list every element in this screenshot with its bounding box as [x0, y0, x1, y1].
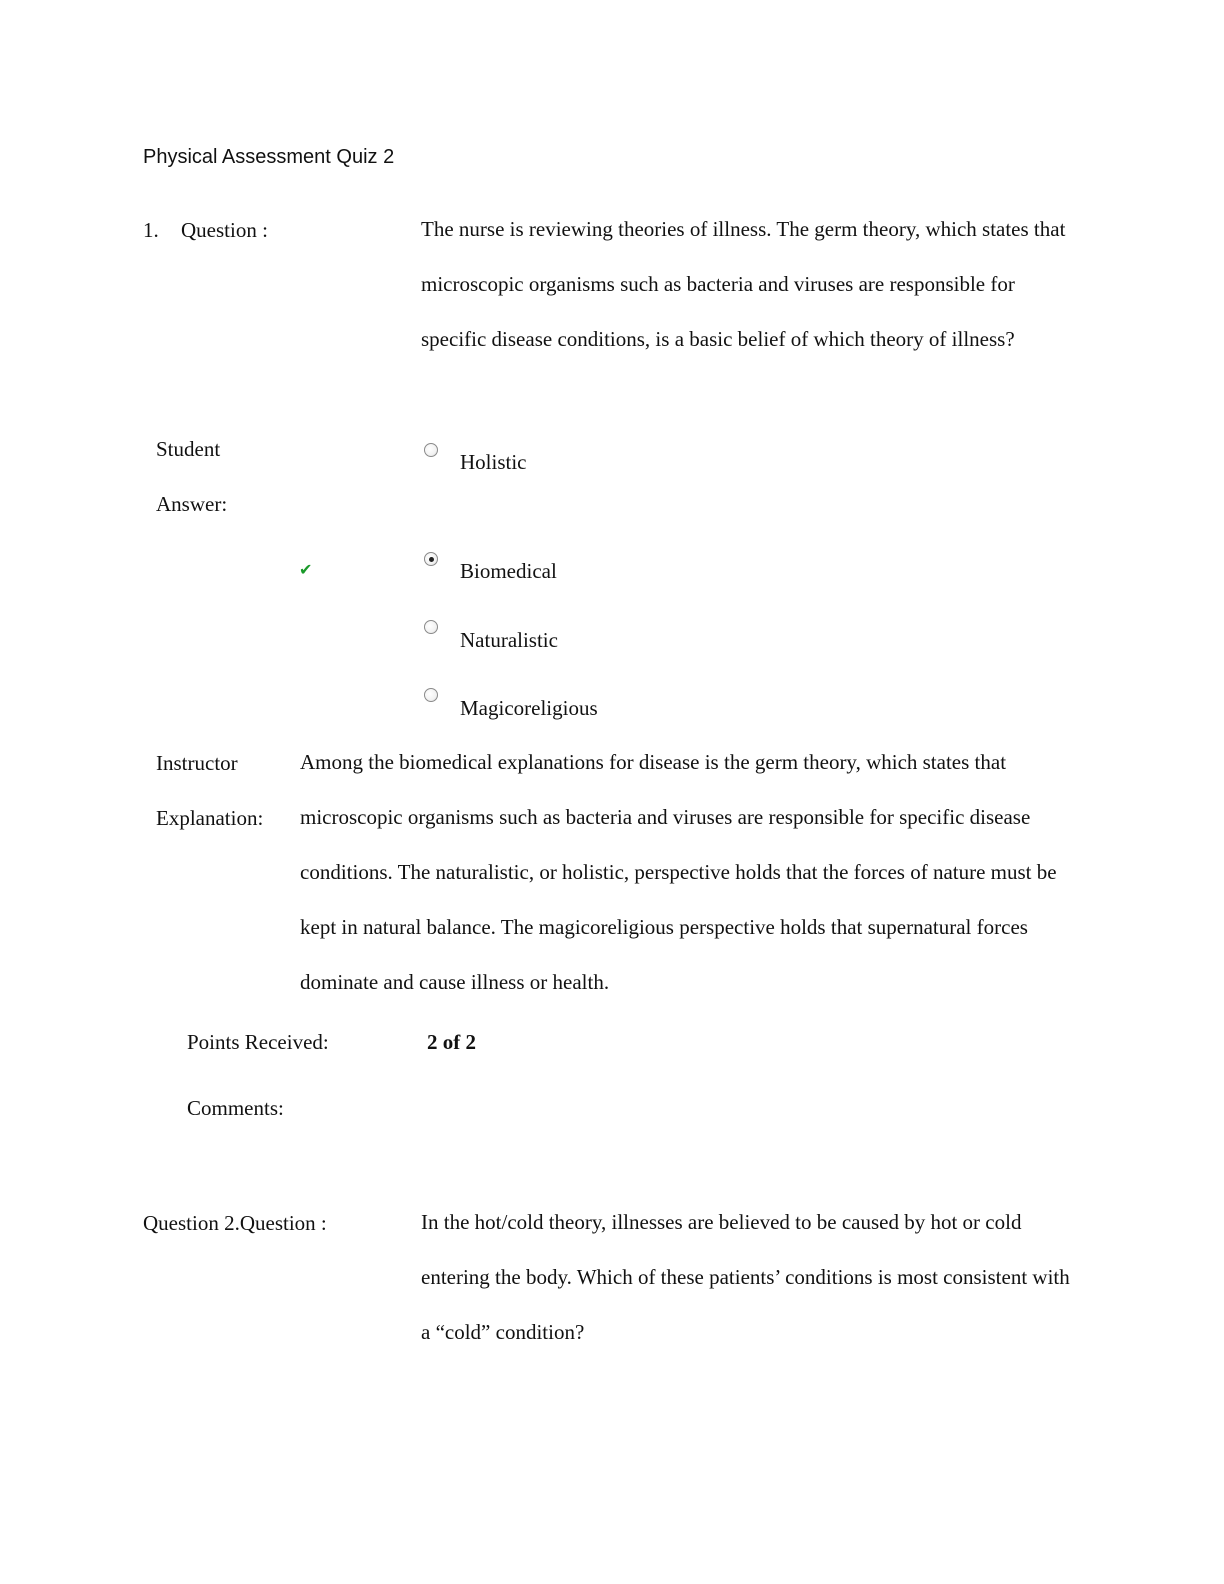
explanation-label-line1: Instructor: [156, 751, 238, 775]
points-label: Points Received:: [187, 1030, 329, 1054]
question-text: The nurse is reviewing theories of illness. The germ theory, which states that microscopic organisms such as bacteria and viruses are responsible for specific disease conditions, is a basic belief of which theory of illness?: [421, 217, 1066, 351]
radio-option-naturalistic[interactable]: [424, 620, 438, 634]
question-2-text: In the hot/cold theory, illnesses are believed to be caused by hot or cold entering the body. Which of these patients’ conditions is most consistent with a “cold” condition?: [421, 1210, 1070, 1344]
option-label-naturalistic: Naturalistic: [460, 628, 558, 652]
option-label-biomedical: Biomedical: [460, 559, 557, 583]
comments-label: Comments:: [187, 1096, 284, 1120]
radio-option-magicoreligious[interactable]: [424, 688, 438, 702]
question-2-label: Question 2.Question :: [143, 1211, 327, 1235]
question-number: 1.: [143, 218, 159, 242]
document-title: Physical Assessment Quiz 2: [143, 146, 395, 168]
checkmark-icon: ✔: [299, 560, 313, 579]
explanation-label-line2: Explanation:: [156, 806, 264, 830]
option-label-magicoreligious: Magicoreligious: [460, 696, 598, 720]
explanation-text: Among the biomedical explanations for disease is the germ theory, which states that microscopic organisms such as bacteria and viruses are responsible for specific disease conditions. The naturalistic, or holistic, perspective holds that the forces of nature must be kept in natural balance. The magicoreligious perspective holds that supernatural forces dominate and cause illness or health.: [300, 750, 1057, 994]
student-answer-label-line1: Student: [156, 437, 221, 461]
radio-option-biomedical[interactable]: [424, 552, 438, 566]
points-value: 2 of 2: [427, 1030, 476, 1054]
option-label-holistic: Holistic: [460, 450, 527, 474]
student-answer-label-line2: Answer:: [156, 492, 228, 516]
question-label: Question :: [181, 218, 268, 242]
radio-option-holistic[interactable]: [424, 443, 438, 457]
